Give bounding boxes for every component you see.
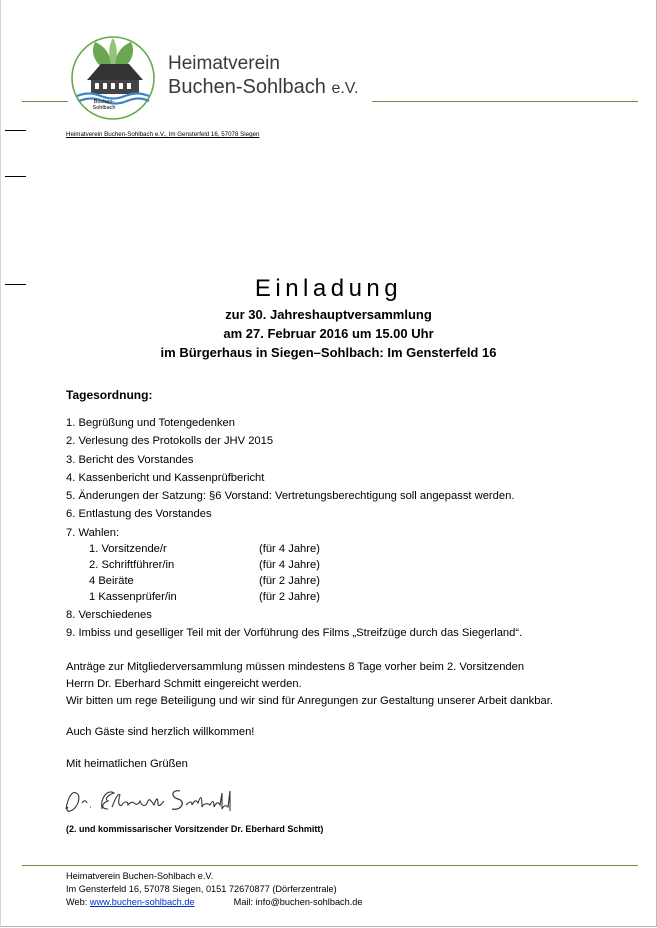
invitation-line2: am 27. Februar 2016 um 15.00 Uhr <box>223 326 434 341</box>
agenda-heading: Tagesordnung: <box>66 388 153 402</box>
header-rule-left <box>22 101 68 102</box>
org-name: Buchen-Sohlbach <box>168 76 326 98</box>
notes-line: Anträge zur Mitgliederversammlung müssen mindestens 8 Tage vorher beim 2. Vorsitzenden <box>66 661 525 673</box>
invitation-line1: zur 30. Jahreshauptversammlung <box>225 307 432 322</box>
invitation-line3: im Bürgerhaus in Siegen–Sohlbach: Im Gensterfeld 16 <box>160 345 497 360</box>
agenda-item: 6. Entlastung des Vorstandes <box>66 508 212 520</box>
election-term: (für 2 Jahre) <box>259 591 320 603</box>
guests-welcome: Auch Gäste sind herzlich willkommen! <box>66 726 255 738</box>
mail-label: Mail: <box>233 897 254 907</box>
footer-rule <box>22 865 638 866</box>
sender-line: Heimatverein Buchen-Sohlbach e.V., Im Gensterfeld 16, 57078 Siegen <box>66 131 260 138</box>
agenda-item: 1. Begrüßung und Totengedenken <box>66 417 235 429</box>
agenda-item: 4. Kassenbericht und Kassenprüfbericht <box>66 472 265 484</box>
agenda-item: 5. Änderungen der Satzung: §6 Vorstand: Vertretungsberechtigung soll angepasst werden. <box>66 490 515 502</box>
agenda-item: 9. Imbiss und geselliger Teil mit der Vorführung des Films „Streifzüge durch das Siegerland“. <box>66 627 523 639</box>
mail-address[interactable]: info@buchen-sohlbach.de <box>255 897 363 907</box>
invitation-title: Einladung <box>254 275 403 302</box>
election-term: (für 2 Jahre) <box>259 575 320 587</box>
election-role: 4 Beiräte <box>89 575 134 587</box>
election-term: (für 4 Jahre) <box>259 543 320 555</box>
logo-caption: Buchen-Sohlbach <box>92 99 116 111</box>
org-name-line1: Heimatverein <box>168 53 280 74</box>
footer-org: Heimatverein Buchen-Sohlbach e.V. <box>66 871 214 881</box>
margin-mark <box>5 130 26 131</box>
agenda-item: 8. Verschiedenes <box>66 609 152 621</box>
footer-address: Im Gensterfeld 16, 57078 Siegen, 0151 72670877 (Dörferzentrale) <box>66 884 337 894</box>
web-label: Web: <box>66 897 88 907</box>
signature <box>62 783 242 819</box>
margin-mark <box>5 176 26 177</box>
footer-contact <box>66 897 363 907</box>
election-role: 1. Vorsitzende/r <box>89 543 167 555</box>
website-link[interactable]: www.buchen-sohlbach.de <box>89 897 195 907</box>
signatory: (2. und kommissarischer Vorsitzender Dr. Eberhard Schmitt) <box>66 824 324 834</box>
agenda-item: 7. Wahlen: <box>66 527 120 539</box>
election-term: (für 4 Jahre) <box>259 559 320 571</box>
election-role: 2. Schriftführer/in <box>89 559 175 571</box>
notes-line: Herrn Dr. Eberhard Schmitt eingereicht werden. <box>66 678 302 690</box>
election-role: 1 Kassenprüfer/in <box>89 591 177 603</box>
org-suffix: e.V. <box>331 80 359 97</box>
agenda-item: 3. Bericht des Vorstandes <box>66 454 194 466</box>
org-name-line2 <box>168 76 358 99</box>
agenda-item: 2. Verlesung des Protokolls der JHV 2015 <box>66 435 274 447</box>
notes-line: Wir bitten um rege Beteiligung und wir sind für Anregungen zur Gestaltung unserer Arbeit dankbar. <box>66 695 553 707</box>
header-rule-right <box>372 101 638 102</box>
greeting: Mit heimatlichen Grüßen <box>66 758 188 770</box>
